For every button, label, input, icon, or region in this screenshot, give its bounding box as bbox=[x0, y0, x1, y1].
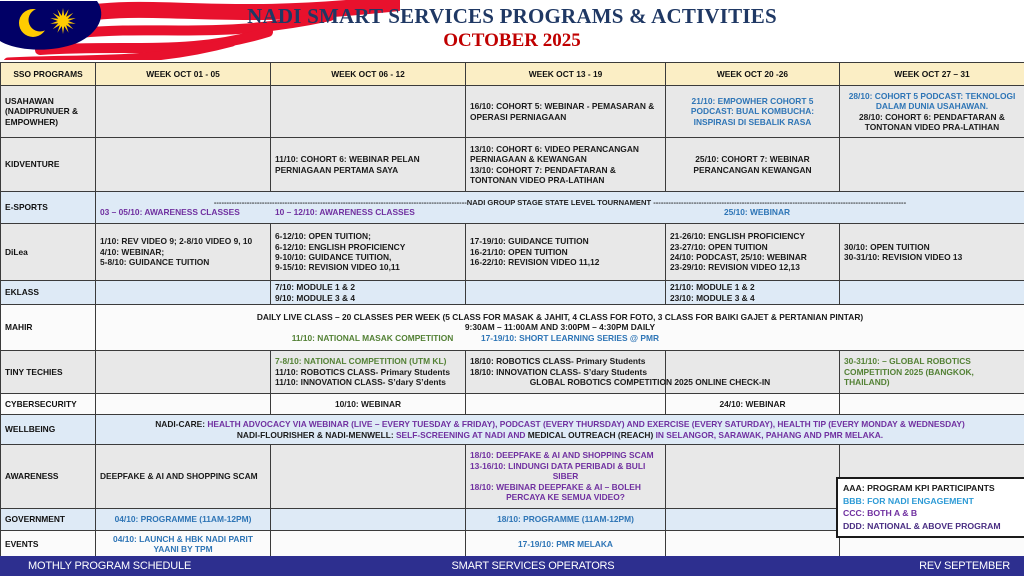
schedule-cell bbox=[466, 531, 666, 558]
cell-line: 1/10: REV VIDEO 9; 2-8/10 VIDEO 9, 10 bbox=[100, 236, 253, 247]
column-header: WEEK OCT 01 - 05 bbox=[96, 63, 271, 86]
cell-line: 23/10: MODULE 3 & 4 bbox=[670, 292, 755, 303]
page-title: NADI SMART SERVICES PROGRAMS & ACTIVITIES bbox=[247, 4, 777, 28]
cell-line bbox=[670, 333, 844, 343]
row-label: MAHIR bbox=[1, 305, 96, 351]
footer-right: REV SEPTEMBER bbox=[919, 560, 1010, 572]
row-label: WELLBEING bbox=[1, 415, 96, 445]
cell-line bbox=[844, 207, 1024, 217]
cell-text: 9:30AM – 11:00AM AND 3:00PM – 4:30PM DAILY bbox=[464, 322, 656, 333]
table-header-row bbox=[1, 63, 1024, 86]
schedule-cell bbox=[271, 509, 466, 531]
legend-item: BBB: FOR NADI ENGAGEMENT bbox=[843, 495, 974, 506]
cell-line: 16-22/10: REVISION VIDEO 11,12 bbox=[470, 257, 600, 268]
cell-line bbox=[275, 333, 470, 343]
schedule-cell bbox=[840, 281, 1024, 305]
schedule-cell bbox=[96, 531, 271, 558]
schedule-cell bbox=[466, 509, 666, 531]
schedule-cell bbox=[271, 445, 466, 509]
schedule-cell bbox=[466, 394, 666, 415]
schedule-cell bbox=[666, 445, 840, 509]
cell-line: 7/10: MODULE 1 & 2 bbox=[275, 282, 356, 293]
schedule-cell bbox=[666, 86, 840, 138]
schedule-cell bbox=[96, 445, 271, 509]
cell-line bbox=[100, 207, 275, 217]
row-label: AWARENESS bbox=[1, 445, 96, 509]
cell-line bbox=[100, 333, 275, 343]
footer-left: MOTHLY PROGRAM SCHEDULE bbox=[28, 560, 192, 572]
schedule-cell bbox=[96, 415, 1024, 445]
cell-line bbox=[470, 207, 670, 217]
table-row bbox=[1, 281, 1024, 305]
cell-line: 16/10: COHORT 5: WEBINAR - PEMASARAN & OPERASI PERNIAGAAN bbox=[470, 101, 655, 122]
cell-line: 10/10: WEBINAR bbox=[334, 398, 402, 409]
cell-line: 28/10: COHORT 6: PENDAFTARAN & TONTONAN VIDEO PRA-LATIHAN bbox=[859, 111, 1005, 132]
cell-line: 18/10: INNOVATION CLASS- S’dary Students bbox=[470, 366, 647, 377]
column-header: SSO PROGRAMS bbox=[1, 63, 96, 86]
schedule-cell bbox=[840, 138, 1024, 192]
cell-line: DEEPFAKE & AI AND SHOPPING SCAM bbox=[100, 471, 258, 482]
schedule-cell bbox=[96, 86, 271, 138]
schedule-cell bbox=[466, 224, 666, 281]
schedule-cell bbox=[666, 281, 840, 305]
column-header: WEEK OCT 20 -26 bbox=[666, 63, 840, 86]
schedule-cell bbox=[271, 138, 466, 192]
cell-line: 4/10: WEBINAR; bbox=[100, 246, 165, 257]
row-label: DiLea bbox=[1, 224, 96, 281]
schedule-cell bbox=[96, 281, 271, 305]
cell-line: 23-27/10: OPEN TUITION bbox=[670, 241, 768, 252]
column-header: WEEK OCT 13 - 19 bbox=[466, 63, 666, 86]
row-label: TINY TECHIES bbox=[1, 351, 96, 394]
row-label: CYBERSECURITY bbox=[1, 394, 96, 415]
row-label: EKLASS bbox=[1, 281, 96, 305]
cell-line bbox=[100, 430, 1020, 440]
cell-line: 6-12/10: ENGLISH PROFICIENCY bbox=[275, 241, 406, 252]
table-row bbox=[1, 305, 1024, 351]
cell-line: 23-29/10: REVISION VIDEO 12,13 bbox=[670, 262, 800, 273]
cell-line: 18/10: ROBOTICS CLASS- Primary Students bbox=[470, 356, 646, 367]
legend-box bbox=[836, 477, 1024, 538]
row-label: E-SPORTS bbox=[1, 192, 96, 224]
table-row bbox=[1, 415, 1024, 445]
schedule-cell bbox=[96, 509, 271, 531]
cell-text: IN SELANGOR, SARAWAK, PAHANG AND PMR MELAKA. bbox=[655, 429, 884, 440]
schedule-cell bbox=[666, 394, 840, 415]
cell-line: 04/10: PROGRAMME (11AM-12PM) bbox=[114, 514, 252, 525]
cell-line: 24/10: PODCAST, 25/10: WEBINAR bbox=[670, 252, 807, 262]
schedule-cell bbox=[840, 351, 1024, 394]
cell-line: 11/10: COHORT 6: WEBINAR PELAN PERNIAGAAN PERTAMA SAYA bbox=[275, 154, 420, 175]
cell-line: PERCAYA KE SEMUA VIDEO? bbox=[506, 492, 625, 503]
cell-line: 24/10: WEBINAR bbox=[719, 398, 786, 409]
row-label: EVENTS bbox=[1, 531, 96, 558]
schedule-cell bbox=[466, 351, 771, 394]
row-label: KIDVENTURE bbox=[1, 138, 96, 192]
schedule-cell bbox=[271, 281, 466, 305]
cell-line: 30/10: OPEN TUITION bbox=[844, 241, 930, 252]
schedule-cell bbox=[466, 138, 666, 192]
table-row bbox=[1, 192, 1024, 224]
table-row bbox=[1, 351, 1024, 394]
column-header: WEEK OCT 06 - 12 bbox=[271, 63, 466, 86]
cell-line: 21-26/10: ENGLISH PROFICIENCY bbox=[670, 231, 805, 242]
cell-line bbox=[100, 322, 1020, 332]
cell-text: NADI-FLOURISHER & NADI-MENWELL: bbox=[236, 429, 396, 440]
cell-line bbox=[275, 207, 470, 217]
schedule-cell bbox=[666, 138, 840, 192]
schedule-cell bbox=[466, 445, 666, 509]
cell-line bbox=[100, 419, 1020, 429]
schedule-cell bbox=[271, 351, 466, 394]
cell-text: DAILY LIVE CLASS – 20 CLASSES PER WEEK (5 CLASS FOR MASAK & JAHIT, 4 CLASS FOR FOTO, 3 CLASS FOR BAIKI GAJET & PERTANIAN PINTAR) bbox=[256, 311, 864, 322]
schedule-cell bbox=[271, 531, 466, 558]
cell-text: HEALTH ADVOCACY VIA WEBINAR (LIVE – EVERY TUESDAY & FRIDAY), PODCAST (EVERY THURSDAY) AND EXERCISE (EVERY SATURDAY), HEALTH TIP (EVERY MONDAY & WEDNESDAY) bbox=[207, 419, 965, 430]
schedule-cell bbox=[96, 224, 271, 281]
footer-center: SMART SERVICES OPERATORS bbox=[451, 560, 615, 572]
cell-line: 9-10/10: GUIDANCE TUITION, bbox=[275, 252, 392, 262]
cell-line bbox=[670, 207, 844, 217]
cell-text: SELF-SCREENING AT NADI AND bbox=[395, 429, 528, 440]
schedule-cell bbox=[666, 509, 840, 531]
legend-item: CCC: BOTH A & B bbox=[843, 508, 918, 519]
schedule-cell bbox=[96, 351, 271, 394]
schedule-cell bbox=[271, 394, 466, 415]
legend-item: AAA: PROGRAM KPI PARTICIPANTS bbox=[843, 483, 995, 493]
page-header bbox=[0, 0, 1024, 62]
cell-line: 13/10: COHORT 7: PENDAFTARAN & TONTONAN VIDEO PRA-LATIHAN bbox=[470, 164, 616, 185]
column-header: WEEK OCT 27 – 31 bbox=[840, 63, 1024, 86]
cell-line: 21/10: MODULE 1 & 2 bbox=[670, 282, 755, 293]
schedule-cell bbox=[666, 531, 840, 558]
cell-line bbox=[100, 312, 1020, 322]
cell-line bbox=[844, 333, 1024, 343]
cell-line: ----------------------------------------------------------------------------------------------------NADI GROUP STAGE STATE LEVEL TOURNAMENT ---------------------------------------------------------------------------------------------------- bbox=[213, 197, 907, 207]
table-row bbox=[1, 224, 1024, 281]
cell-line: 13-16/10: LINDUNGI DATA PERIBADI & BULI bbox=[470, 460, 646, 471]
cell-line: 7-8/10: NATIONAL COMPETITION (UTM KL) bbox=[275, 356, 447, 367]
schedule-cell bbox=[840, 86, 1024, 138]
schedule-cell bbox=[271, 224, 466, 281]
cell-line: 6-12/10: OPEN TUITION; bbox=[275, 231, 371, 242]
table-row bbox=[1, 138, 1024, 192]
cell-line: 18/10: WEBINAR DEEPFAKE & AI – BOLEH bbox=[470, 481, 641, 492]
cell-text: NADI-CARE: bbox=[155, 419, 208, 430]
cell-line: SIBER bbox=[552, 471, 579, 482]
page-subtitle: OCTOBER 2025 bbox=[443, 30, 581, 51]
cell-line: 9-15/10: REVISION VIDEO 10,11 bbox=[275, 262, 400, 273]
cell-line: 25/10: COHORT 7: WEBINAR PERANCANGAN KEWANGAN bbox=[693, 154, 812, 175]
cell-line: 16-21/10: OPEN TUITION bbox=[470, 246, 568, 257]
cell-line: 21/10: EMPOWHER COHORT 5 PODCAST: BUAL KOMBUCHA: INSPIRASI DI SEBALIK RASA bbox=[690, 95, 815, 127]
schedule-cell bbox=[96, 305, 1024, 351]
cell-line: 18/10: DEEPFAKE & AI AND SHOPPING SCAM bbox=[470, 450, 654, 461]
cell-line: 28/10: COHORT 5 PODCAST: TEKNOLOGI DALAM DUNIA USAHAWAN. bbox=[848, 90, 1016, 112]
table-row bbox=[1, 86, 1024, 138]
row-label: GOVERNMENT bbox=[1, 509, 96, 531]
cell-line bbox=[470, 333, 670, 343]
cell-line: 04/10: LAUNCH & HBK NADI PARIT YAANI BY TPM bbox=[113, 533, 253, 554]
cell-line: 5-8/10: GUIDANCE TUITION bbox=[100, 257, 210, 268]
cell-text: 17-19/10: SHORT LEARNING SERIES @ PMR bbox=[480, 332, 660, 343]
schedule-cell bbox=[96, 192, 1024, 224]
cell-line: 9/10: MODULE 3 & 4 bbox=[275, 292, 356, 303]
cell-text: 10 – 12/10: AWARENESS CLASSES bbox=[275, 206, 415, 217]
footer-bar bbox=[0, 556, 1024, 576]
cell-line: 17-19/10: GUIDANCE TUITION bbox=[470, 236, 589, 247]
cell-line: 13/10: COHORT 6: VIDEO PERANCANGAN PERNIAGAAN & KEWANGAN bbox=[470, 143, 639, 165]
cell-line: 30-31/10: – GLOBAL ROBOTICS COMPETITION 2025 (BANGKOK, THAILAND) bbox=[844, 356, 974, 388]
schedule-cell bbox=[840, 224, 1024, 281]
schedule-cell bbox=[666, 224, 840, 281]
cell-text: 11/10: NATIONAL MASAK COMPETITION bbox=[291, 332, 454, 343]
cell-line: 30-31/10: REVISION VIDEO 13 bbox=[844, 252, 963, 262]
legend-item: DDD: NATIONAL & ABOVE PROGRAM bbox=[843, 520, 1001, 531]
row-label: USAHAWAN (NADIPRUNUER & EMPOWHER) bbox=[1, 86, 96, 138]
cell-text: MEDICAL OUTREACH (REACH) bbox=[527, 429, 656, 440]
table-row bbox=[1, 394, 1024, 415]
cell-line: 18/10: PROGRAMME (11AM-12PM) bbox=[497, 514, 634, 525]
schedule-cell bbox=[96, 394, 271, 415]
cell-line: 11/10: ROBOTICS CLASS- Primary Students bbox=[275, 366, 450, 377]
schedule-cell bbox=[466, 86, 666, 138]
cell-text: 03 – 05/10: AWARENESS CLASSES bbox=[100, 206, 240, 217]
cell-line: 17-19/10: PMR MELAKA bbox=[518, 538, 613, 549]
schedule-cell bbox=[271, 86, 466, 138]
cell-line: 11/10: INNOVATION CLASS- S’dary S’dents bbox=[275, 377, 446, 388]
cell-text: 25/10: WEBINAR bbox=[723, 206, 791, 217]
cell-line: GLOBAL ROBOTICS COMPETITION 2025 ONLINE CHECK-IN bbox=[529, 377, 771, 388]
schedule-cell bbox=[466, 281, 666, 305]
schedule-cell bbox=[840, 394, 1024, 415]
schedule-cell bbox=[96, 138, 271, 192]
